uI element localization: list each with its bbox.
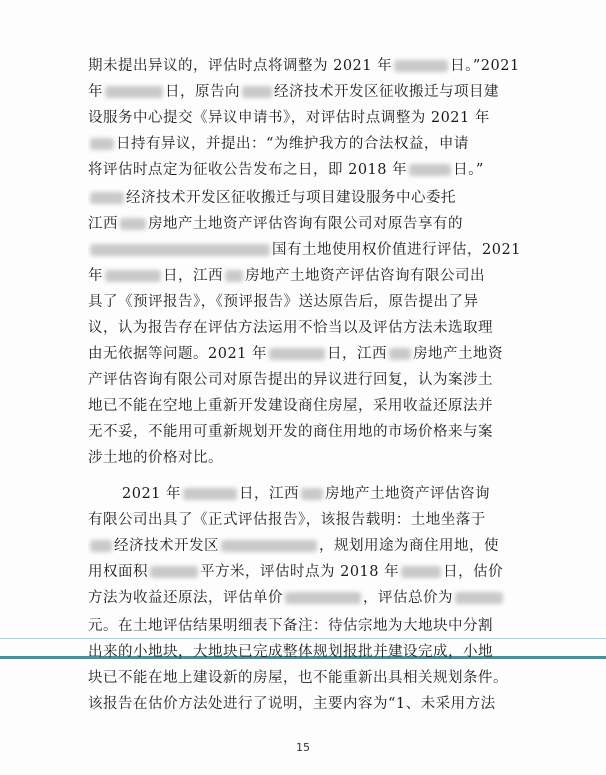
text-line: 年 日，原告向 经济技术开发区征收搬迁与项目建 xyxy=(88,84,499,100)
text-line: 将评估时点定为征收公告发布之日，即 2018 年 日。” xyxy=(88,162,484,178)
text-line: 2021 年 日，江西 房地产土地资产评估咨询 xyxy=(122,486,491,502)
text-line: 期未提出异议的，评估时点将调整为 2021 年 日。”2021 xyxy=(88,58,520,74)
text-line: 出来的小地块，大地块已完成整体规划报批并建设完成，小地 xyxy=(88,644,493,660)
text-line: 涉土地的价格对比。 xyxy=(88,450,223,466)
text-line: 产评估咨询有限公司对原告提出的异议进行回复，认为案涉土 xyxy=(88,372,493,388)
text-line: 江西 房地产土地资产评估咨询有限公司对原告享有的 xyxy=(88,216,463,232)
text-line: 元。在土地评估结果明细表下备注：待估宗地为大地块中分割 xyxy=(88,618,493,634)
text-line: 该报告在估价方法处进行了说明，主要内容为“1、未采用方法 xyxy=(88,696,496,712)
page-number: 15 xyxy=(296,741,310,754)
text-line: 国有土地使用权价值进行评估，2021 xyxy=(88,238,532,262)
text-line: 块已不能在地上建设新的房屋，也不能重新出具相关规划条件。 xyxy=(88,670,508,686)
text-line: 经济技术开发区 ，规划用途为商住用地，使 xyxy=(88,534,532,558)
scan-band-line xyxy=(0,638,606,639)
text-line: 地已不能在空地上重新开发建设商住房屋，采用收益还原法并 xyxy=(88,398,493,414)
text-line: 由无依据等问题。2021 年 日，江西 房地产土地资 xyxy=(88,346,504,362)
text-line: 设服务中心提交《异议申请书》，对评估时点调整为 2021 年 xyxy=(88,110,490,126)
text-line: 经济技术开发区征收搬迁与项目建设服务中心委托 xyxy=(88,186,532,210)
text-line: 有限公司出具了《正式评估报告》，该报告载明：土地坐落于 xyxy=(88,512,486,528)
text-line: 议，认为报告存在评估方法运用不恰当以及评估方法未选取理 xyxy=(88,320,493,336)
text-line: 无不妥，不能用可重新规划开发的商住用地的市场价格来与案 xyxy=(88,424,493,440)
text-line: 用权面积 平方米，评估时点为 2018 年 日，估价 xyxy=(88,564,504,580)
text-line: 具了《预评报告》，《预评报告》送达原告后，原告提出了异 xyxy=(88,294,479,310)
text-line: 年 日，江西 房地产土地资产评估咨询有限公司出 xyxy=(88,268,485,284)
text-line: 方法为收益还原法，评估单价 ，评估总价为 xyxy=(88,586,532,610)
text-line: 日持有异议，并提出：“为维护我方的合法权益，申请 xyxy=(88,132,532,156)
